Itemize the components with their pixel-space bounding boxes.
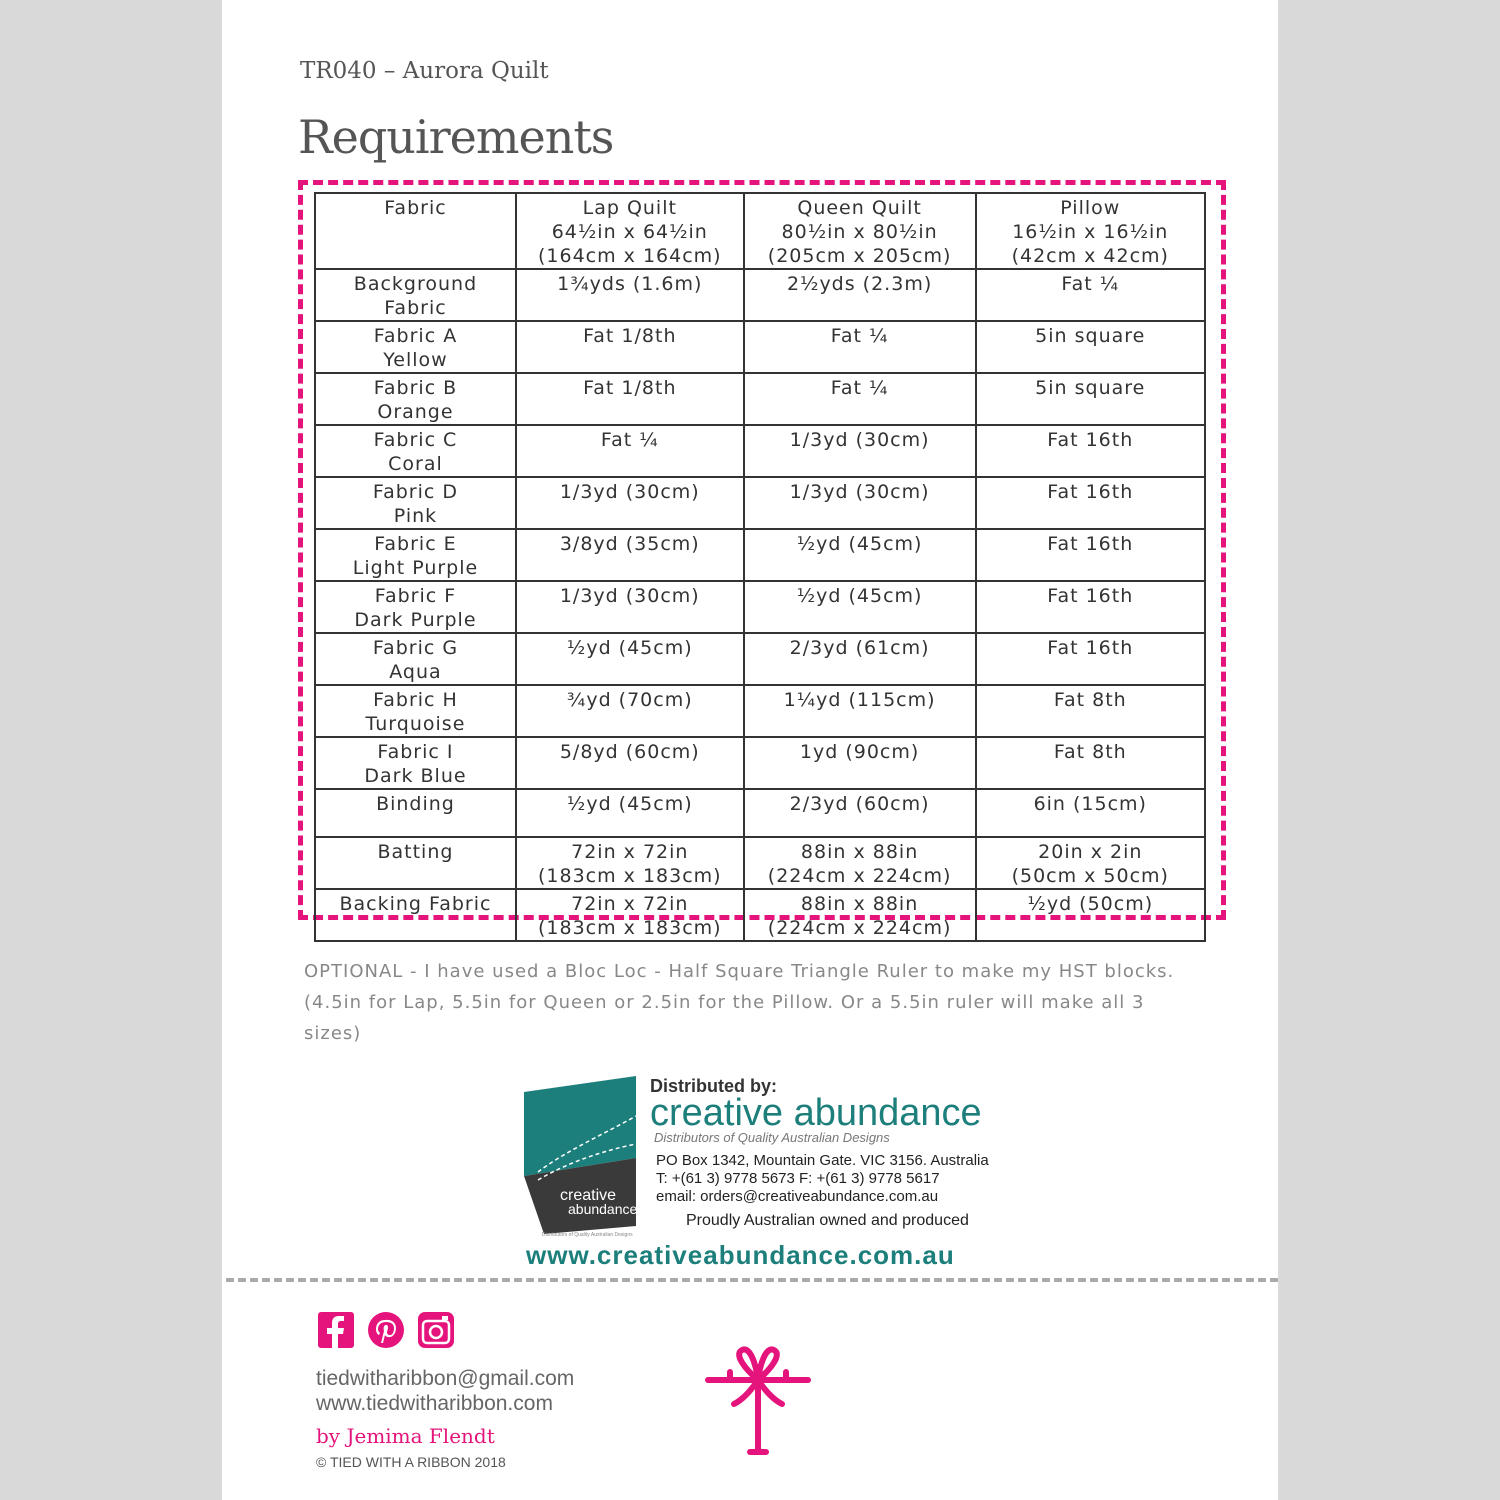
table-cell-fabric (315, 529, 516, 581)
cell-line: Backing Fabric (339, 893, 492, 915)
cell-line: Fat 8th (1053, 741, 1127, 763)
table-cell-pillow (976, 425, 1205, 477)
cell-line: 1¾yds (1.6m) (557, 273, 703, 295)
table-cell-pillow (976, 633, 1205, 685)
cell-line: 3/8yd (35cm) (559, 533, 700, 555)
table-cell-pillow (976, 269, 1205, 321)
table-cell-lap (516, 373, 744, 425)
cell-line: ½yd (50cm) (1027, 893, 1154, 915)
cell-line: ½yd (45cm) (796, 585, 923, 607)
table-cell-fabric (315, 581, 516, 633)
ribbon-gift-icon (704, 1344, 812, 1456)
table-row (315, 269, 1205, 321)
distributor-email[interactable]: email: orders@creativeabundance.com.au (656, 1188, 939, 1205)
cell-line: Light Purple (352, 557, 479, 579)
cell-line: ¾yd (70cm) (566, 689, 693, 711)
requirements-table (314, 192, 1206, 942)
cell-line: Fabric F (374, 585, 457, 607)
pattern-page (222, 0, 1278, 1500)
cell-line: Fat 16th (1047, 533, 1134, 555)
cell-line: 20in x 2in (1038, 841, 1143, 863)
table-cell-fabric (315, 789, 516, 837)
table-cell-pillow (976, 889, 1205, 941)
optional-note-line: (4.5in for Lap, 5.5in for Queen or 2.5in for the Pillow. Or a 5.5in ruler will make all 3 sizes) (304, 992, 1145, 1044)
cell-line: Fabric D (372, 481, 459, 503)
table-row (315, 581, 1205, 633)
cell-line: Orange (377, 401, 454, 423)
table-cell-queen (744, 477, 976, 529)
table-cell-queen (744, 685, 976, 737)
table-row (315, 373, 1205, 425)
distributor-proud-note: Proudly Australian owned and produced (686, 1212, 969, 1229)
table-cell-lap (516, 321, 744, 373)
cell-line: Fat ¼ (830, 377, 889, 399)
table-cell-lap (516, 529, 744, 581)
cell-line: ½yd (45cm) (796, 533, 923, 555)
table-row (315, 685, 1205, 737)
header-line: 64½in x 64½in (551, 221, 708, 243)
header-line: 16½in x 16½in (1012, 221, 1169, 243)
cell-line: Fabric I (377, 741, 454, 763)
table-cell-pillow (976, 321, 1205, 373)
cell-line: Batting (377, 841, 454, 863)
social-icons (318, 1312, 454, 1348)
instagram-icon[interactable] (418, 1312, 454, 1348)
creative-abundance-logo (524, 1076, 642, 1238)
cell-line: Fat ¼ (1061, 273, 1120, 295)
footer-contact (316, 1366, 574, 1416)
table-cell-pillow (976, 737, 1205, 789)
table-cell-queen (744, 789, 976, 837)
cell-line: 2/3yd (61cm) (789, 637, 930, 659)
cell-line: Fabric E (374, 533, 457, 555)
cell-line: ½yd (45cm) (566, 793, 693, 815)
cell-line: Fat 16th (1047, 637, 1134, 659)
header-line: Pillow (1060, 197, 1121, 219)
header-line: 80½in x 80½in (781, 221, 938, 243)
table-cell-pillow (976, 789, 1205, 837)
distributed-by-label: Distributed by: (650, 1076, 778, 1096)
cell-line: 88in x 88in (800, 841, 919, 863)
table-cell-fabric (315, 321, 516, 373)
cell-line: Coral (388, 453, 443, 475)
pattern-code-title: TR040 – Aurora Quilt (300, 58, 549, 84)
table-cell-pillow (976, 837, 1205, 889)
header-line: Lap Quilt (582, 197, 677, 219)
header-line: Fabric (384, 197, 447, 219)
cell-line: Fat 16th (1047, 429, 1134, 451)
table-cell-fabric (315, 425, 516, 477)
table-cell-queen (744, 425, 976, 477)
footer-email-link[interactable]: tiedwitharibbon@gmail.com (316, 1367, 575, 1390)
cell-line: 1¼yd (115cm) (783, 689, 936, 711)
page-title: Requirements (298, 110, 614, 164)
table-cell-lap (516, 581, 744, 633)
table-cell-fabric (315, 269, 516, 321)
cell-line: (224cm x 224cm) (767, 917, 952, 939)
distributor-name: creative abundance (650, 1092, 982, 1134)
cell-line: 6in (15cm) (1033, 793, 1147, 815)
header-line: (42cm x 42cm) (1011, 245, 1169, 267)
table-cell-lap (516, 685, 744, 737)
table-row (315, 529, 1205, 581)
cell-line: Turquoise (365, 713, 466, 735)
table-cell-lap (516, 889, 744, 941)
cell-line: Fat 1/8th (583, 377, 677, 399)
table-row (315, 477, 1205, 529)
table-cell-lap (516, 737, 744, 789)
cell-line: Fat 16th (1047, 585, 1134, 607)
cell-line: 5in square (1035, 377, 1146, 399)
table-row (315, 633, 1205, 685)
cell-line: 72in x 72in (571, 893, 689, 915)
table-cell-queen (744, 889, 976, 941)
header-cell-queen (744, 193, 976, 269)
cell-line: (183cm x 183cm) (537, 917, 722, 939)
cell-line: Dark Blue (364, 765, 467, 787)
table-row (315, 837, 1205, 889)
header-line: Queen Quilt (797, 197, 922, 219)
table-cell-fabric (315, 837, 516, 889)
cell-line: Fabric B (373, 377, 458, 399)
logo-text: abundance (568, 1201, 638, 1217)
distributor-contact (656, 1152, 989, 1206)
cell-line: Fat 8th (1053, 689, 1127, 711)
cell-line: Dark Purple (354, 609, 477, 631)
cell-line: Fat ¼ (830, 325, 889, 347)
facebook-icon[interactable] (318, 1312, 354, 1348)
table-row (315, 321, 1205, 373)
table-cell-queen (744, 373, 976, 425)
author-credit: by Jemima Flendt (316, 1424, 495, 1448)
header-cell-pillow (976, 193, 1205, 269)
cell-line: 1/3yd (30cm) (559, 481, 700, 503)
cell-line: 2½yds (2.3m) (786, 273, 933, 295)
table-cell-lap (516, 425, 744, 477)
table-row (315, 737, 1205, 789)
footer-website-link[interactable]: www.tiedwitharibbon.com (316, 1392, 553, 1415)
table-cell-fabric (315, 889, 516, 941)
cell-line: Fat ¼ (600, 429, 659, 451)
table-cell-lap (516, 633, 744, 685)
cell-line: 5/8yd (60cm) (559, 741, 700, 763)
table-cell-queen (744, 269, 976, 321)
optional-note (304, 956, 1204, 1049)
cell-line: 1/3yd (30cm) (559, 585, 700, 607)
table-cell-queen (744, 633, 976, 685)
table-cell-pillow (976, 529, 1205, 581)
table-cell-fabric (315, 737, 516, 789)
table-cell-pillow (976, 581, 1205, 633)
table-cell-fabric (315, 477, 516, 529)
table-cell-lap (516, 269, 744, 321)
table-cell-queen (744, 837, 976, 889)
cell-line: 88in x 88in (800, 893, 919, 915)
cell-line: (50cm x 50cm) (1011, 865, 1169, 887)
cell-line: Aqua (389, 661, 442, 683)
cell-line: Fabric C (373, 429, 458, 451)
table-cell-pillow (976, 477, 1205, 529)
cell-line: Fabric H (373, 689, 458, 711)
table-cell-pillow (976, 373, 1205, 425)
header-cell-fabric (315, 193, 516, 269)
optional-note-line: OPTIONAL - I have used a Bloc Loc - Half Square Triangle Ruler to make my HST blocks. (304, 961, 1175, 982)
table-cell-queen (744, 737, 976, 789)
table-cell-pillow (976, 685, 1205, 737)
table-cell-queen (744, 529, 976, 581)
logo-text: creative (560, 1187, 617, 1204)
table-cell-fabric (315, 685, 516, 737)
distributor-website-link[interactable]: www.creativeabundance.com.au (526, 1240, 955, 1270)
cell-line: (183cm x 183cm) (537, 865, 722, 887)
cell-line: 2/3yd (60cm) (789, 793, 930, 815)
table-body (315, 269, 1205, 941)
footer-divider (226, 1278, 1278, 1282)
cell-line: Fabric A (373, 325, 458, 347)
cell-line: Yellow (383, 349, 448, 371)
table-row (315, 789, 1205, 837)
table-cell-queen (744, 581, 976, 633)
distributor-tagline: Distributors of Quality Australian Designs (654, 1130, 890, 1145)
table-header-row (315, 193, 1205, 269)
cell-line: Fabric (384, 297, 447, 319)
header-cell-lap (516, 193, 744, 269)
cell-line: ½yd (45cm) (566, 637, 693, 659)
copyright-notice: © TIED WITH A RIBBON 2018 (316, 1454, 506, 1470)
cell-line: Pink (393, 505, 438, 527)
header-line: (164cm x 164cm) (537, 245, 722, 267)
table-row (315, 889, 1205, 941)
cell-line: 72in x 72in (571, 841, 689, 863)
distributor-block (522, 1076, 1012, 1276)
distributor-phone: T: +(61 3) 9778 5673 F: +(61 3) 9778 5617 (656, 1170, 940, 1187)
table-cell-fabric (315, 373, 516, 425)
table-row (315, 425, 1205, 477)
table-cell-fabric (315, 633, 516, 685)
cell-line: 1/3yd (30cm) (789, 429, 930, 451)
cell-line: 1yd (90cm) (799, 741, 920, 763)
cell-line: Fabric G (372, 637, 459, 659)
distributor-address: PO Box 1342, Mountain Gate. VIC 3156. Australia (656, 1152, 989, 1169)
pinterest-icon[interactable] (368, 1312, 404, 1348)
table-cell-queen (744, 321, 976, 373)
cell-line: (224cm x 224cm) (767, 865, 952, 887)
cell-line: 5in square (1035, 325, 1146, 347)
cell-line: Fat 1/8th (583, 325, 677, 347)
table-cell-lap (516, 789, 744, 837)
header-line: (205cm x 205cm) (767, 245, 952, 267)
table-cell-lap (516, 477, 744, 529)
cell-line: Binding (376, 793, 455, 815)
cell-line: 1/3yd (30cm) (789, 481, 930, 503)
logo-small-text: Distributors of Quality Australian Designs (542, 1232, 633, 1238)
cell-line: Fat 16th (1047, 481, 1134, 503)
cell-line: Background (353, 273, 478, 295)
table-cell-lap (516, 837, 744, 889)
